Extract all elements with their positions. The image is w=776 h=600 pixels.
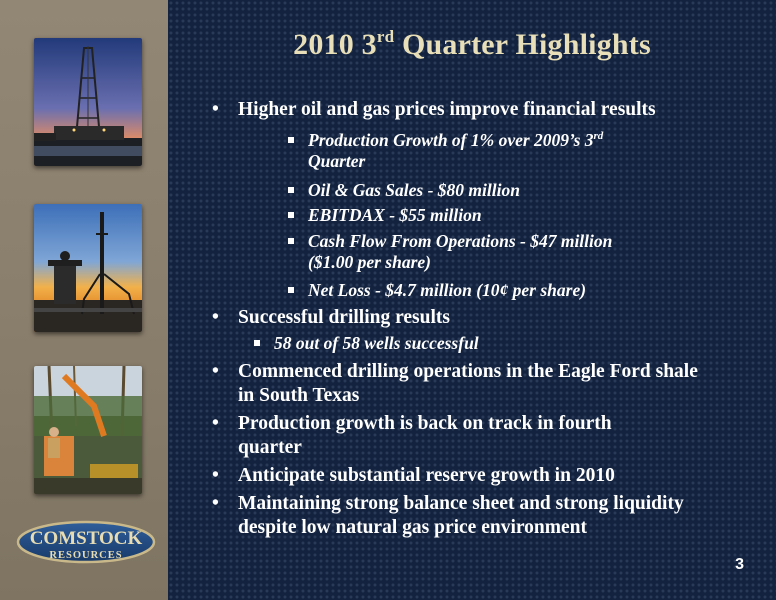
bullet-text: Commenced drilling operations in the Eagle Ford shale in South Texas: [238, 361, 698, 406]
sub-bullet-item: [308, 205, 728, 226]
square-bullet-icon: [288, 187, 294, 193]
sub-bullet-superscript: rd: [593, 130, 604, 142]
bullet-dot-icon: •: [212, 307, 219, 328]
sub-bullet-item: [274, 333, 714, 354]
page-number: 3: [735, 556, 744, 573]
sub-bullet-text: Production Growth of 1% over 2009’s 3: [308, 130, 594, 150]
sub-bullet-text: Cash Flow From Operations - $47 million: [308, 231, 613, 251]
sub-bullet-item: [308, 280, 728, 301]
bullet-text: Higher oil and gas prices improve financial results: [238, 99, 656, 120]
bullet-item: [212, 360, 718, 408]
sub-bullet-text: Net Loss - $4.7 million (10¢ per share): [308, 280, 587, 300]
square-bullet-icon: [288, 212, 294, 218]
square-bullet-icon: [254, 340, 260, 346]
bullet-dot-icon: •: [212, 465, 219, 486]
bullet-text: Successful drilling results: [238, 307, 450, 328]
bullet-text: Production growth is back on track in fourth quarter: [238, 413, 612, 458]
bullet-item: [212, 492, 738, 540]
bullet-dot-icon: •: [212, 413, 219, 434]
sub-bullet-text: EBITDAX - $55 million: [308, 205, 482, 225]
sub-bullet-text-cont: Quarter: [308, 151, 366, 171]
sub-bullet-item: [308, 231, 728, 273]
bullet-text: Maintaining strong balance sheet and strong liquidity despite low natural gas price environment: [238, 493, 684, 538]
title-text-rest: Quarter Highlights: [394, 28, 651, 61]
sub-bullet-text: 58 out of 58 wells successful: [274, 333, 479, 353]
title-text: 2010 3: [293, 28, 377, 61]
square-bullet-icon: [288, 287, 294, 293]
logo-line1: COMSTOCK: [29, 528, 143, 549]
bullet-item: [212, 464, 738, 488]
title-superscript: rd: [376, 27, 395, 46]
square-bullet-icon: [288, 137, 294, 143]
bullet-text: Anticipate substantial reserve growth in 2010: [238, 465, 615, 486]
sub-bullet-text-cont: ($1.00 per share): [308, 252, 431, 272]
bullet-item: [212, 306, 738, 330]
bullet-item: [212, 98, 738, 122]
bullet-dot-icon: •: [212, 361, 219, 382]
logo-line2: RESOURCES: [49, 550, 123, 561]
sub-bullet-item: [308, 180, 728, 201]
bullet-dot-icon: •: [212, 99, 219, 120]
bullet-dot-icon: •: [212, 493, 219, 514]
sub-bullet-item: [308, 130, 728, 172]
square-bullet-icon: [288, 238, 294, 244]
bullet-item: [212, 412, 678, 460]
sub-bullet-text: Oil & Gas Sales - $80 million: [308, 180, 520, 200]
